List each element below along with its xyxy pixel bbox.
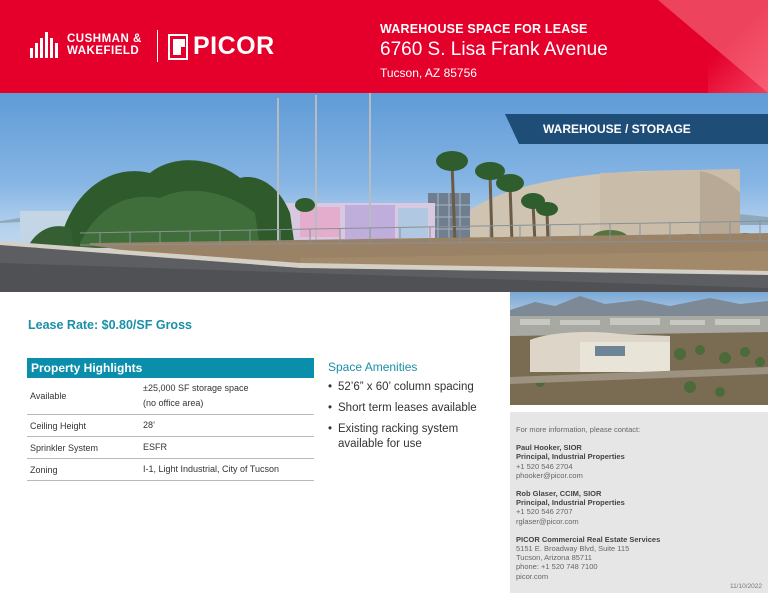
highlight-label: Available: [27, 378, 140, 415]
list-item: • 52’6” x 60’ column spacing: [328, 380, 503, 395]
cushman-wakefield-logo: [30, 32, 142, 58]
logo-cw-line2: WAKEFIELD: [67, 45, 140, 57]
highlight-label: Zoning: [27, 459, 140, 481]
contact-title: Principal, Industrial Properties: [516, 452, 625, 462]
cushman-wakefield-wordmark: [67, 33, 142, 57]
list-item: • Existing racking system available for use: [328, 422, 503, 452]
document-date: 11/10/2022: [729, 583, 762, 590]
header-accent-gradient: [708, 0, 768, 93]
company-street: 5151 E. Broadway Blvd, Suite 115: [516, 544, 630, 554]
hero-photo: [0, 93, 768, 292]
amenities-title: Space Amenities: [328, 360, 418, 374]
picor-logo: [168, 32, 275, 61]
contact-panel: [510, 412, 768, 593]
highlight-value-line: (no office area): [143, 398, 204, 408]
highlight-value-line: ±25,000 SF storage space: [143, 383, 249, 393]
highlight-value: [140, 378, 314, 415]
aerial-photo: [510, 292, 768, 405]
lease-rate: Lease Rate: $0.80/SF Gross: [28, 318, 192, 332]
cushman-wakefield-bars-icon: [30, 32, 60, 58]
picor-mark-icon: [168, 34, 188, 60]
contact-email-link[interactable]: phooker@picor.com: [516, 470, 583, 480]
company-city: Tucson, Arizona 85711: [516, 553, 592, 563]
contact-name: Rob Glaser, CCIM, SIOR: [516, 489, 602, 499]
table-row: [27, 459, 314, 481]
logo-divider: [157, 30, 158, 62]
property-type-tag: WAREHOUSE / STORAGE: [519, 114, 768, 144]
contact-phone: +1 520 546 2704: [516, 461, 573, 471]
highlight-value: 28’: [140, 415, 314, 437]
aerial-photo-illustration: [510, 292, 768, 405]
contact-title: Principal, Industrial Properties: [516, 498, 625, 508]
header-banner: [0, 0, 768, 93]
highlight-value: ESFR: [140, 437, 314, 459]
highlight-value: I-1, Light Industrial, City of Tucson: [140, 459, 314, 481]
highlight-label: Ceiling Height: [27, 415, 140, 437]
logo-cw-line1: CUSHMAN &: [67, 33, 142, 45]
highlight-label: Sprinkler System: [27, 437, 140, 459]
highlights-title: Property Highlights: [27, 358, 314, 378]
property-city: Tucson, AZ 85756: [380, 66, 477, 80]
company-website-link[interactable]: picor.com: [516, 571, 549, 581]
company-phone: phone: +1 520 748 7100: [516, 562, 598, 572]
contact-name: Paul Hooker, SIOR: [516, 443, 582, 453]
highlights-table: [27, 378, 314, 481]
listing-kicker: WAREHOUSE SPACE FOR LEASE: [380, 22, 588, 36]
list-item: • Short term leases available: [328, 401, 503, 416]
picor-wordmark: PICOR: [193, 32, 275, 60]
amenities-list: [328, 380, 503, 458]
table-row: [27, 378, 314, 415]
table-row: [27, 415, 314, 437]
table-row: [27, 437, 314, 459]
property-address: 6760 S. Lisa Frank Avenue: [380, 39, 608, 60]
contact-intro: For more information, please contact:: [516, 425, 641, 434]
contact-email-link[interactable]: rglaser@picor.com: [516, 516, 579, 526]
contact-phone: +1 520 546 2707: [516, 507, 573, 517]
company-name: PICOR Commercial Real Estate Services: [516, 534, 661, 544]
